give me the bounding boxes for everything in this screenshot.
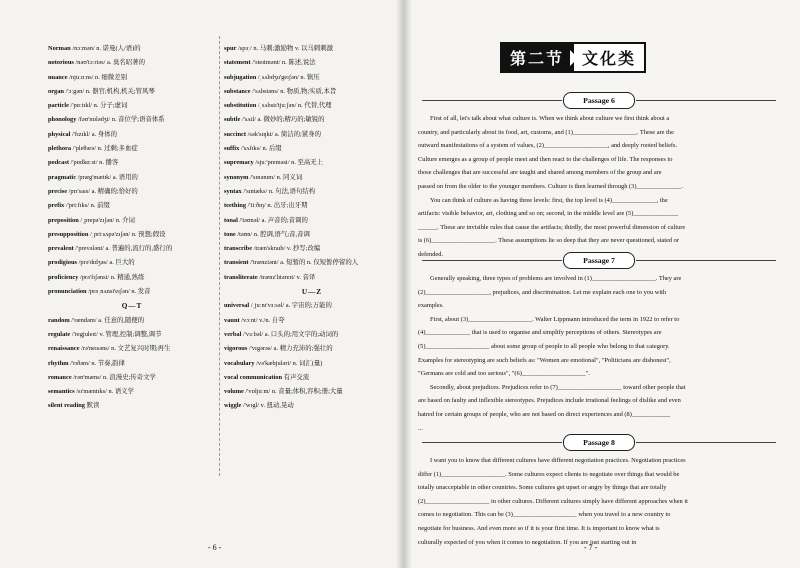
glossary-definition: /'pleθərə/ n. 过剩;多血症 [71, 145, 138, 153]
column-divider [219, 36, 220, 476]
glossary-word: vigorous [224, 345, 248, 353]
section-number: 第二节 [500, 42, 574, 73]
glossary-entry [224, 385, 400, 399]
glossary-definition: /njuːɑːns/ n. 细微差别 [67, 73, 127, 81]
passage-line: examples. [418, 302, 444, 310]
glossary-definition: /'steɪtmənt/ n. 陈述,说法 [250, 59, 316, 67]
glossary-entry [224, 399, 400, 413]
glossary-definition: 默读 [85, 402, 100, 410]
page-number-right: - 7 - [584, 543, 598, 552]
glossary-definition: /'təʊnəl/ a. 声音的;音调的 [237, 216, 308, 224]
glossary-definition: /sək'sɪŋkt/ a. 简洁的;紧身的 [246, 130, 321, 138]
glossary-word: substitution [224, 102, 257, 110]
passage-line: are based on faulty and inflexible stereotypes. Prejudices include irrational feelings of dislike and even [418, 397, 681, 405]
glossary-entry [48, 399, 216, 413]
passage-line: (2)____________________, prejudices, and discrimination. Let me explain each one to you with [418, 288, 667, 296]
glossary-entry [48, 385, 216, 399]
passage-title: Passage 8 [563, 434, 635, 451]
glossary-definition: /'priːfɪks/ n. 前缀 [64, 202, 110, 210]
glossary-entry [224, 314, 400, 328]
glossary-entry [224, 56, 400, 70]
glossary-definition: /'wɪgl/ v. 扭动,晃动 [241, 402, 294, 410]
glossary-word: pronunciation [48, 288, 87, 296]
glossary-word: transliterate [224, 273, 258, 281]
passage-line: (5)____________________ about some group of people to all people who belong to that category. [418, 343, 670, 350]
glossary-entry [224, 128, 400, 142]
glossary-word: renaissance [48, 345, 80, 353]
passage-line: Generally speaking, three types of problems are involved in (1)____________________. They are [430, 275, 682, 282]
passage-line: Examples for stereotyping are such beliefs as: "Women are emotional", "Politicians are dishonest", [418, 356, 671, 364]
glossary-word: silent reading [48, 402, 85, 410]
glossary-entry [224, 185, 400, 199]
passage-line: ... [418, 424, 423, 432]
passage-line: Culture emerges as a group of people meet and then react to the challenges of life. The responses to [418, 155, 673, 163]
glossary-definition: /præg'mætɪk/ a. 语用的 [76, 173, 138, 181]
glossary-definition: /'vɜːbəl/ a. 口头的;用文字的;动词的 [241, 330, 339, 338]
glossary-definition: /'fɪzɪkl/ a. 身体的 [70, 130, 117, 138]
glossary-word: semantics [48, 388, 75, 396]
glossary-entry [224, 256, 400, 270]
section-title [572, 42, 646, 73]
passage-line: First of all, let's talk about what culture is. When we think about culture we first think about a [430, 115, 670, 122]
glossary-entry [48, 256, 216, 270]
glossary-word: transient [224, 259, 249, 267]
passage-line: ______. These are invisible rules that cause the artifacts; thirdly, the most powerful dimension of culture [418, 223, 686, 231]
passage-title: Passage 7 [563, 252, 635, 269]
glossary-entry [224, 271, 400, 285]
glossary-entry [224, 299, 400, 313]
glossary-definition: /'pɑːtɪkl/ n. 分子;虚词 [68, 102, 128, 110]
glossary-word: rhythm [48, 359, 69, 367]
glossary-definition: /rə'neɪsəns/ n. 文艺复兴时期;再生 [79, 345, 171, 353]
glossary-entry [224, 42, 400, 56]
glossary-word: tone [224, 230, 236, 238]
glossary-word: volume [224, 388, 244, 396]
glossary-word: succinct [224, 130, 247, 138]
glossary-definition: /'rændəm/ a. 任意的,随便的 [69, 316, 145, 324]
passage-line: "Germans are cold and too serious", "(6)____________________". [418, 370, 590, 378]
glossary-definition: /'tiːðɪŋ/ n. 出牙;出牙期 [246, 202, 308, 210]
glossary-definition: /vɔːnt/ v./n. 自夸 [239, 316, 285, 324]
glossary-word: physical [48, 130, 71, 138]
passage-title: Passage 6 [563, 92, 635, 109]
glossary-word: podcast [48, 159, 69, 167]
glossary-definition: /nɔːmən/ n. 诺曼(人/语)的 [70, 45, 141, 52]
glossary-entry [224, 342, 400, 356]
glossary-entry [48, 271, 216, 285]
glossary-definition: /'vɪgərəs/ a. 精力充沛的;强壮的 [247, 345, 333, 353]
glossary-word: pragmatic [48, 173, 77, 181]
glossary-definition: /trænz'lɪtəreɪt/ v. 音译 [257, 273, 316, 281]
glossary-entry [48, 71, 216, 85]
glossary-definition: /sjuː'preməsi/ n. 至高无上 [253, 159, 324, 167]
glossary-entry [48, 156, 216, 170]
glossary-word: synonym [224, 173, 249, 181]
glossary-definition: /və'kæbjuləri/ n. 词汇(量) [254, 359, 323, 367]
glossary-entry [48, 142, 216, 156]
glossary-definition: /prɪ'saɪs/ a. 精确的;恰好的 [67, 187, 138, 195]
glossary-definition: /prə'dɪdʒəs/ a. 巨大的 [77, 259, 135, 267]
glossary-entry [48, 357, 216, 371]
glossary-word: suffix [224, 145, 240, 153]
passage-line: negotiate for business. And even more so if it is your first time. It is important to know what is [418, 525, 660, 532]
glossary-word: vocabulary [224, 359, 255, 367]
glossary-definition: /ˌpriːsʌpə'zɪʃən/ n. 预想;假设 [88, 230, 166, 238]
glossary-column-2 [224, 42, 400, 414]
glossary-word: universal [224, 302, 250, 310]
glossary-entry [48, 171, 216, 185]
glossary-word: vocal communication [224, 373, 283, 381]
glossary-entry [224, 228, 400, 242]
glossary-definition: /'sɪntæks/ n. 句法,语句结构 [241, 187, 316, 195]
passage-line: culturally expected of you when it comes to negotiation. If you are just starting out in [418, 538, 637, 546]
glossary-definition: /træn'skraɪb/ v. 抄写;改编 [252, 245, 321, 253]
glossary-definition: /'sʌtl/ a. 微妙的;精巧的;敏锐的 [240, 116, 325, 124]
glossary-word: wiggle [224, 402, 242, 410]
glossary-word: subtle [224, 116, 241, 124]
glossary-word: prevalent [48, 245, 74, 253]
glossary-word: romance [48, 373, 72, 381]
passage-line: is (6)____________________. These assumptions lie so deep that they are never questioned, stated or [418, 237, 679, 245]
glossary-word: regulate [48, 330, 71, 338]
glossary-word: precise [48, 187, 68, 195]
glossary-definition: /rəʊ'mæns/ n. 浪漫史;传奇文学 [71, 373, 156, 381]
glossary-entry [224, 328, 400, 342]
glossary-definition: /'rɪðəm/ n. 节奏,韵律 [68, 359, 125, 367]
glossary-word: presupposition [48, 230, 89, 238]
glossary-definition: /təʊn/ n. 腔调,语气;音,音调 [235, 230, 310, 238]
passage-line: country, and particularly about its food, art, customs, and (1)____________________. These are the [418, 128, 674, 136]
glossary-entry [224, 371, 400, 385]
glossary-word: particle [48, 102, 69, 110]
glossary-entry [48, 371, 216, 385]
glossary-word: vaunt [224, 316, 240, 324]
glossary-entry [48, 56, 216, 70]
glossary-entry [48, 285, 216, 299]
glossary-definition: /ˌsʌbdʒu'geɪʃən/ n. 镇压 [256, 73, 320, 81]
passage-line: Secondly, about prejudices. Prejudices refer to (7)____________________ toward other people that [430, 383, 686, 391]
glossary-section-heading: U—Z [301, 288, 323, 297]
passage-line: defended. [418, 251, 444, 258]
glossary-definition: /fəʊ'nɒlədʒi/ n. 音位学;语音体系 [76, 116, 165, 124]
glossary-word: proficiency [48, 273, 79, 281]
glossary-definition: /spɜː/ n. 马刺;激励物 v. 以马刺刺激 [236, 45, 333, 52]
glossary-entry [48, 242, 216, 256]
glossary-entry [224, 242, 400, 256]
passage-line: outward manifestations of a system of values, (2)____________________, and deeply rooted beliefs. [418, 142, 678, 150]
glossary-section-heading: Q—T [121, 302, 143, 311]
passage-line: (4)______________ that is used to organise and simplify perceptions of others. Stereotypes are [418, 329, 662, 337]
book-gutter [396, 0, 412, 568]
glossary-word: statement [224, 59, 251, 67]
glossary-entry [224, 71, 400, 85]
glossary-word: subjugation [224, 73, 257, 81]
glossary-definition: 有声交流 [282, 373, 310, 381]
passage-line: those challenges that are successful are taught and shared among members of the group and are [418, 169, 662, 177]
glossary-word: phonology [48, 116, 77, 124]
banner-arrow-icon [570, 50, 578, 66]
glossary-word: tonal [224, 216, 238, 224]
glossary-word: prefix [48, 202, 65, 210]
section-banner [500, 42, 646, 72]
glossary-entry [48, 328, 216, 342]
passage-line: hatred for certain groups of people, who are not based on direct experiences and (8)____________ [418, 411, 671, 418]
page-number-left: - 6 - [208, 543, 222, 552]
glossary-word: prodigious [48, 259, 78, 267]
glossary-entry [48, 314, 216, 328]
glossary-definition: /'trænziənt/ a. 短暂的 n. 仅短暂停留的人 [248, 259, 359, 267]
glossary-entry [48, 214, 216, 228]
glossary-definition: /sɪ'mæntɪks/ n. 语义学 [74, 388, 135, 396]
glossary-definition: /'sʌfɪks/ n. 后缀 [239, 145, 282, 153]
glossary-word: transcribe [224, 245, 253, 253]
glossary-definition: /prə'fɪʃənsi/ n. 精通,熟练 [78, 273, 145, 281]
glossary-entry [224, 142, 400, 156]
glossary-entry [224, 113, 400, 127]
glossary-definition: /'regjuleɪt/ v. 管理,控制;调整,调节 [70, 330, 162, 338]
glossary-entry [48, 199, 216, 213]
glossary-definition: /'ɔːgən/ n. 器官;机构,机关;管风琴 [63, 87, 155, 95]
glossary-word: nuance [48, 73, 68, 81]
glossary-entry [224, 156, 400, 170]
glossary-word: preposition [48, 216, 79, 224]
glossary-entry [48, 128, 216, 142]
glossary-entry [48, 228, 216, 242]
glossary-word: verbal [224, 330, 242, 338]
passage-line: comes to negotiation. This can be (3)____________________ when you travel to a new country to [418, 511, 671, 519]
glossary-word: supremacy [224, 159, 254, 167]
glossary-word: Norman [48, 45, 71, 52]
glossary-definition: /prəˌnʌnsi'eɪʃən/ n. 发音 [86, 288, 151, 296]
glossary-entry [224, 199, 400, 213]
section-title-text: 文化类 [582, 48, 637, 68]
passage-line: differ (1)____________________. Some cultures expect clients to negotiate over things that would be [418, 470, 680, 478]
glossary-entry [48, 85, 216, 99]
glossary-word: notorious [48, 59, 74, 67]
passage-line: You can think of culture as having three levels: first, the top level is (4)______________, the [430, 196, 668, 204]
glossary-entry [224, 214, 400, 228]
passage-line: totally unacceptable in other countries. Some cultures get upset or angry by things that are totally [418, 484, 667, 492]
passage-line: artifacts: visible behavior, art, clothing and so on; second, in the middle level are (5)______________ [418, 210, 679, 218]
glossary-definition: /'sɪnənɪm/ n. 同义词 [248, 173, 303, 181]
glossary-entry [224, 357, 400, 371]
glossary-definition: /'sʌbstəns/ n. 物质,物;实质,本旨 [250, 87, 337, 95]
glossary-word: spur [224, 45, 237, 52]
glossary-word: substance [224, 87, 251, 95]
glossary-word: teething [224, 202, 247, 210]
passage-line: First, about (3)____________________. Walter Lippmann introduced the term in 1922 to refer to [430, 315, 680, 323]
glossary-entry [224, 85, 400, 99]
glossary-definition: /ˌsʌbstɪ'tjuːʃən/ n. 代替,代理 [256, 102, 332, 110]
glossary-word: syntax [224, 187, 242, 195]
glossary-definition: /nəʊ'tɔːriəs/ a. 臭名昭著的 [73, 59, 145, 67]
glossary-definition: /'prevələnt/ a. 普遍的,流行的,盛行的 [73, 245, 173, 253]
passage-line: (2)____________________ in other cultures. Different cultures simply have different approaches when it [418, 497, 688, 505]
glossary-entry [48, 342, 216, 356]
glossary-definition: /ˌjuːnɪ'vɜːsəl/ a. 宇宙的;万能的 [249, 302, 332, 310]
glossary-definition: /ˌprepə'zɪʃən/ n. 介词 [78, 216, 135, 224]
glossary-entry [48, 113, 216, 127]
glossary-word: organ [48, 87, 64, 95]
glossary-entry [48, 99, 216, 113]
glossary-entry [224, 171, 400, 185]
glossary-word: random [48, 316, 70, 324]
glossary-column-1 [48, 42, 216, 414]
glossary-definition: /'vɒljuːm/ n. 音量;体积,容积;册;大量 [243, 388, 343, 396]
glossary-entry [48, 185, 216, 199]
passage-line: I want you to know that different cultures have different negotiation practices. Negotiation practices [430, 457, 686, 464]
glossary-definition: /'pɒdkɑːst/ n. 播客 [68, 159, 119, 167]
passage-line: passed on from the older to the younger members. Culture is then learned through (3)______________. [418, 183, 683, 190]
glossary-entry [224, 99, 400, 113]
glossary-word: plethora [48, 145, 72, 153]
glossary-entry [48, 42, 216, 56]
